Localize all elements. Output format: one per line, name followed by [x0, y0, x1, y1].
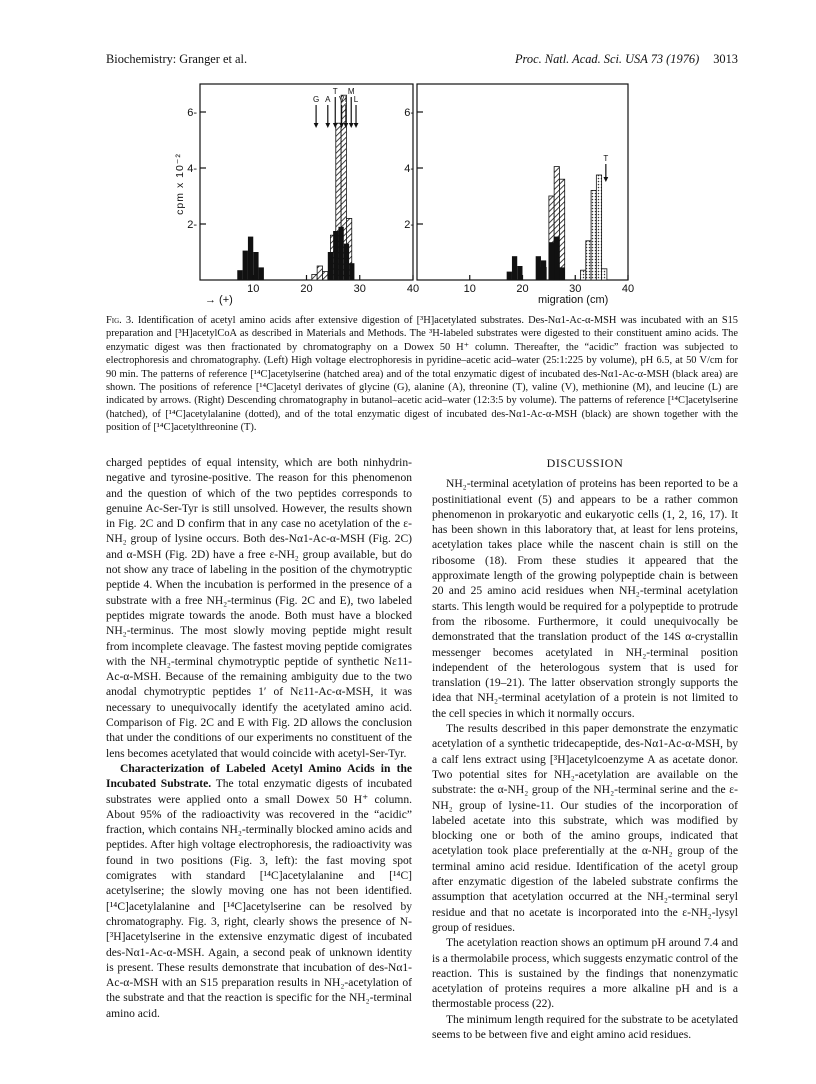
left-panel-frame [200, 84, 413, 280]
figure-3-chart [150, 84, 635, 310]
right-bar-black-1 [512, 256, 517, 280]
svg-text:G: G [312, 95, 320, 104]
left-panel-arrows [313, 87, 359, 128]
right-panel-arrows [603, 154, 608, 182]
right-y-tick-label-2: 6- [404, 107, 414, 119]
left-bar-black-1 [243, 251, 248, 280]
right-x-tick-label-3: 40 [621, 283, 635, 295]
header-authors: Biochemistry: Granger et al. [106, 52, 248, 66]
left-panel-axes [187, 107, 419, 295]
right-bar-black-0 [507, 272, 512, 280]
left-bar-black-2 [248, 237, 253, 280]
right-bar-black-3 [536, 256, 541, 280]
discussion-heading: DISCUSSION [546, 456, 624, 470]
left-arrow-A [325, 95, 331, 128]
svg-text:A: A [325, 95, 331, 104]
page-number: 3013 [713, 52, 738, 66]
left-bar-black-5 [328, 252, 333, 280]
left-panel [174, 84, 419, 306]
left-y-tick-label-1: 4- [187, 163, 197, 175]
left-x-tick-label-0: 10 [247, 283, 260, 295]
left-x-tick-label-3: 40 [406, 283, 420, 295]
right-bar-black-4 [541, 260, 546, 280]
right-paragraph-3: The acetylation reaction shows an optimum pH around 7.4 and is a thermolabile process, which suggests enzymatic control of the reaction. This is sustained by the findings that nonenzymatic acetylation of proteins requires a more alkaline pH and is a thermostable process (22). [432, 937, 738, 1011]
left-arrow-L [354, 95, 359, 128]
left-column [106, 456, 412, 1022]
running-head [106, 52, 738, 72]
left-bar-black-9 [349, 263, 354, 280]
right-column [432, 456, 738, 1043]
right-y-tick-label-1: 4- [404, 163, 414, 175]
left-y-tick-label-2: 6- [187, 107, 197, 119]
left-arrow-M [348, 87, 355, 128]
right-bar-dotted-1 [586, 241, 591, 280]
left-x-tick-label-2: 30 [353, 283, 366, 295]
caption-label: Fig. 3. [106, 315, 134, 326]
right-x-tick-label-0: 10 [463, 283, 476, 295]
left-bar-black-7 [338, 227, 343, 280]
right-bar-black-7 [559, 267, 564, 280]
left-arrow-G [313, 95, 319, 128]
y-axis-label: cpm x 10⁻² [174, 153, 186, 215]
svg-text:V: V [338, 95, 345, 104]
header-journal [515, 52, 738, 67]
left-bar-black-3 [253, 252, 258, 280]
left-bar-black-0 [237, 270, 242, 280]
caption-text: Identification of acetyl amino acids after extensive digestion of [³H]acetylated substrates. Des-Nα1-Ac-α-MSH was incubated with an S15 preparation and [³H]acetylCoA as described in Materials and Methods. The ³H-labeled substrates were digested to their constituent amino acids. The enzymatic digest was then fractionated by chromatography on a Dowex 50 H⁺ column. Thereafter, the “acidic” fraction was subjected to electrophoresis and chromatography. (Left) High voltage electrophoresis in pyridine–acetic acid–water (25:1:225 by volume), pH 6.5, at 50 V/cm for 90 min. The patterns of reference [¹⁴C]acetylserine (hatched area) and of the total enzymatic digest of incubated des-Nα1-Ac-α-MSH (black area) are shown. The positions of reference [¹⁴C]acetyl derivates of glycine (G), alanine (A), threonine (T), valine (V), methionine (M), and leucine (L) are indicated by arrows. (Right) Descending chromatography in butanol–acetic acid–water (12:3:5 by volume). The patterns of reference [¹⁴C]acetylserine (hatched), of [¹⁴C]acetylalanine (dotted), and of the total enzymatic digest of incubated des-Nα1-Ac-α-MSH (black) are shown together with the position of [¹⁴C]acetylthreonine (T). [106, 315, 738, 434]
left-panel-bars [237, 95, 354, 280]
right-bar-dotted-4 [602, 269, 607, 280]
header-journal-citation: Proc. Natl. Acad. Sci. USA 73 (1976) [514, 52, 700, 66]
left-x-label: → (+) [205, 294, 233, 306]
right-bar-dotted-3 [596, 175, 601, 280]
right-y-tick-label-0: 2- [404, 219, 414, 231]
right-x-tick-label-2: 30 [569, 283, 582, 295]
left-paragraph-1: charged peptides of equal intensity, which are both ninhydrin-negative and tyrosine-positive. The reason for this phenomenon and the question of which of the two peptides corresponds to genuine Ac-Ser-Tyr is still unsolved. However, the results shown in Fig. 2C and D confirm that in any case no acetylation of the ε-NH₂ group of lysine occurs. Both des-Nα1-Ac-α-MSH (Fig. 2C) and α-MSH (Fig. 2D) have a free ε-NH₂ group available, but do not show any trace of labeling in the position of the chymotryptic peptide 4. When the incubation is performed in the presence of a substrate with a free NH₂-terminus (Fig. 2C and E), two labeled peptides migrate towards the anode. Both must have a blocked NH₂-terminus. The most slowly moving peptide might result from incomplete cleavage. The fastest moving peptide comigrates with the NH₂-terminal chymotryptic peptide of synthetic Nε11-Ac-α-MSH. Because of the remaining ambiguity due to the two anodal chymotryptic peptides 1′ of Nε11-Ac-α-MSH, it was necessary to unequivocally identify the acetylated amino acid. Comparison of Fig. 2C and E with Fig. 2D allows the conclusion that under the conditions of our experiments no constituent of the lens becomes acetylated that would coincide with acetyl-Ser-Tyr. [106, 457, 412, 760]
right-bar-black-5 [549, 242, 554, 280]
left-bar-black-6 [333, 231, 338, 280]
right-bar-black-6 [554, 237, 559, 280]
right-x-label: migration (cm) [538, 294, 609, 306]
svg-text:T: T [603, 154, 609, 163]
left-bar-hatched-2 [322, 272, 327, 280]
right-bar-hatched-3 [559, 179, 564, 280]
figure-caption [106, 314, 738, 435]
right-bar-black-2 [517, 266, 522, 280]
right-bar-dotted-0 [581, 270, 586, 280]
left-paragraph-2 [106, 762, 412, 1022]
right-paragraph-1: NH₂-terminal acetylation of proteins has been reported to be a postinitiational event (5) and appears to be a rather common phenomenon in prokaryotic and eukaryotic cells (1, 2, 16, 17). It has been shown in this laboratory that, at least for lens proteins, acetylation takes place while the nascent chain is still on the ribosome (18). From these studies it appeared that the approximate length of the growing polypeptide chain is between 20 and 25 amino acid residues when NH₂-terminal acetylation starts. This length would be required for a polypeptide to protrude from the ribosome. Furthermore, it could unequivocally be demonstrated that the translation product of the 14S α-crystallin messenger becomes acetylated in NH₂-terminal position independent of the heterologous system that is used for translation (19–21). The latter observation strongly supports the idea that NH₂-terminal acetylation of a protein is not limited to the cell species in which it normally occurs. [432, 478, 738, 720]
right-x-tick-label-1: 20 [516, 283, 529, 295]
left-arrow-T [333, 87, 338, 128]
svg-text:I: I [344, 95, 348, 104]
right-bar-dotted-2 [591, 190, 596, 280]
right-paragraph-4: The minimum length required for the substrate to be acetylated seems to be between five and eight amino acid residues. [432, 1013, 738, 1041]
left-y-tick-label-0: 2- [187, 219, 197, 231]
svg-text:L: L [353, 95, 359, 104]
svg-text:T: T [332, 87, 338, 96]
left-x-tick-label-1: 20 [300, 283, 313, 295]
svg-text:M: M [347, 87, 355, 96]
left-bar-black-4 [259, 267, 264, 280]
right-paragraph-2: The results described in this paper demonstrate the enzymatic acetylation of a synthetic tridecapeptide, des-Nα1-Ac-α-MSH, by a calf lens extract using [³H]acetylcoenzyme A as acetate donor. Two potential sites for NH₂-acetylation are available on the substrate: the α-NH₂ group of the NH₂-terminal serine and the ε-NH₂ group of lysine-11. Our studies of the incorporation of labeled acetate into this substrate, which was modified by blocking one or both of the amino groups, indicated that acetylation took place preferentially at the α-NH₂ group of the terminal amino acid residue. Identification of the acetyl group after enzymatic digestion of the labeled substrate confirms the assumption that acetylation occurred at the NH₂-terminal seryl residue and that no acetate is incorporated into the ε-NH₂-lysyl group of residues. [432, 723, 738, 934]
right-arrow-T [603, 154, 608, 182]
left-bar-hatched-1 [317, 266, 322, 280]
right-panel-bars [507, 167, 607, 280]
right-panel [404, 84, 634, 306]
section-heading-characterization: Characterization of Labeled Acetyl Amino Acids in the Incubated Substrate. [106, 762, 412, 791]
left-bar-hatched-0 [312, 274, 317, 280]
left-bar-black-8 [344, 244, 349, 280]
left-paragraph-2-text: The total enzymatic digests of incubated substrates were applied onto a small Dowex 50 H⁺ column. About 95% of the radioactivity was recovered in the “acidic” fraction, which contains NH₂-terminally blocked amino acids and peptides. After high voltage electrophoresis, the radioactivity was found in two positions (Fig. 3, left): the fast moving spot comigrates with standard [¹⁴C]acetylalanine and [¹⁴C] acetylserine; the slowly moving one has not been identified. [¹⁴C]acetylalanine and [¹⁴C]acetylserine can be resolved by chromatography. Fig. 3, right, clearly shows the presence of N-[³H]acetylserine in the extensive enzymatic digest of incubated des-Nα1-Ac-α-MSH. Again, a second peak of unknown identity is present. These results demonstrate that incubation of des-Nα1-Ac-α-MSH with an S15 preparation results in NH₂-acetylation of the substrate and that the reaction is specific for the NH₂-terminal amino acid. [106, 778, 412, 1020]
